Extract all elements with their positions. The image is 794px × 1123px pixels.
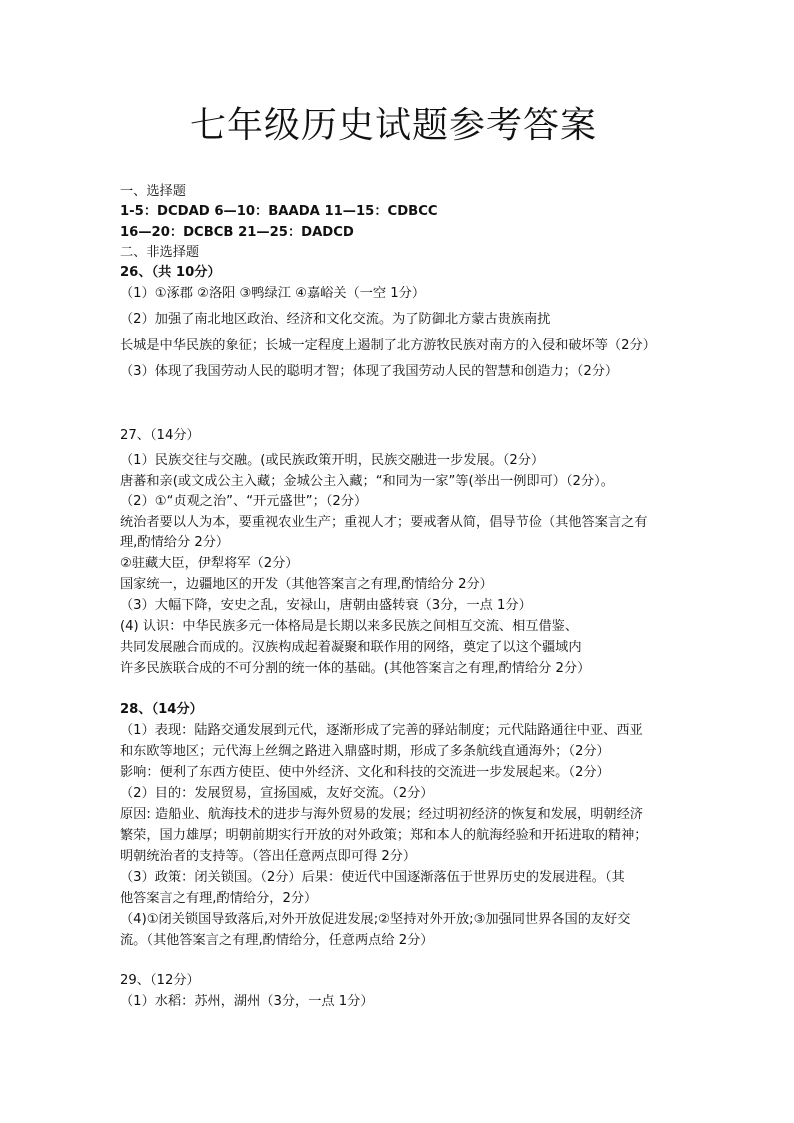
q28-line-4: （2）目的：发展贸易，宣扬国威，友好交流。（2分） (120, 786, 434, 801)
section-heading-choice: 一、选择题 (120, 184, 186, 199)
q27-line-8: （3）大幅下降，安史之乱，安禄山，唐朝由盛转衰（3分，一点 1分） (120, 598, 532, 613)
q28-line-5: 原因: 造船业、航海技术的进步与海外贸易的发展；经过明初经济的恢复和发展，明朝经济 (120, 807, 643, 822)
q28-line-1: （1）表现：陆路交通发展到元代，逐渐形成了完善的驿站制度；元代陆路通往中亚、西亚 (120, 723, 643, 738)
q26-line-4: （3）体现了我国劳动人民的聪明才智；体现了我国劳动人民的智慧和创造力；（2分） (120, 364, 619, 379)
q27-header: 27、（14分） (120, 428, 200, 443)
q27-line-2: 唐蕃和亲(或文成公主入藏；金城公主入藏；“和同为一家”等(举出一例即可）（2分）。 (120, 474, 614, 489)
page-title: 七年级历史试题参考答案 (190, 105, 598, 146)
q26-line-2: （2）加强了南北地区政治、经济和文化交流。为了防御北方蒙古贵族南扰 (120, 312, 551, 327)
q27-line-7: 国家统一，边疆地区的开发（其他答案言之有理,酌情给分 2分） (120, 577, 493, 592)
q26-line-1: （1）①涿郡 ②洛阳 ③鸭绿江 ④嘉峪关（一空 1分） (120, 286, 426, 301)
q26-line-3: 长城是中华民族的象征；长城一定程度上遏制了北方游牧民族对南方的入侵和破坏等（2分） (120, 338, 656, 353)
q29-line-1: （1）水稻：苏州，湖州（3分，一点 1分） (120, 994, 374, 1009)
section-heading-nonchoice: 二、非选择题 (120, 245, 200, 260)
q27-line-4: 统治者要以人为本，要重视农业生产；重视人才；要戒奢从简，倡导节俭（其他答案言之有 (120, 515, 648, 530)
q27-line-3: （2）①“贞观之治”、“开元盛世”；（2分） (120, 494, 368, 509)
q26-header: 26、（共 10分） (120, 265, 221, 280)
q27-line-11: 许多民族联合成的不可分割的统一体的基础。(其他答案言之有理,酌情给分 2分） (120, 661, 591, 676)
choice-answers-row-1: 1-5：DCDAD 6—10：BAADA 11—15：CDBCC (120, 204, 438, 219)
q27-line-6: ②驻藏大臣，伊犁将军（2分） (120, 556, 299, 571)
q28-line-7: 明朝统治者的支持等。（答出任意两点即可得 2分） (120, 849, 417, 864)
q28-line-2: 和东欧等地区；元代海上丝绸之路进入鼎盛时期，形成了多条航线直通海外；（2分） (120, 744, 610, 759)
q28-header: 28、（14分） (120, 702, 203, 717)
q27-line-1: （1）民族交往与交融。(或民族政策开明，民族交融进一步发展。（2分） (120, 453, 545, 468)
q29-header: 29、（12分） (120, 973, 200, 988)
q27-line-9: (4) 认识：中华民族多元一体格局是长期以来多民族之间相互交流、相互借鉴、 (120, 619, 579, 634)
q28-line-6: 繁荣，国力雄厚；明朝前期实行开放的对外政策；郑和本人的航海经验和开拓进取的精神； (120, 828, 648, 843)
q28-line-3: 影响：便利了东西方使臣、使中外经济、文化和科技的交流进一步发展起来。（2分） (120, 765, 610, 780)
q27-line-10: 共同发展融合而成的。汉族构成起着凝聚和联作用的网络，奠定了以这个疆域内 (120, 640, 582, 655)
q28-line-8: （3）政策：闭关锁国。（2分）后果：使近代中国逐渐落伍于世界历史的发展进程。（其 (120, 870, 625, 885)
q28-line-11: 流。（其他答案言之有理,酌情给分，任意两点给 2分） (120, 933, 434, 948)
q27-line-5: 理,酌情给分 2分） (120, 535, 230, 550)
q28-line-9: 他答案言之有理,酌情给分，2分） (120, 891, 318, 906)
choice-answers-row-2: 16—20：DCBCB 21—25：DADCD (120, 225, 354, 240)
q28-line-10: （4)①闭关锁国导致落后,对外开放促进发展;②坚持对外开放;③加强同世界各国的友好交 (120, 912, 631, 927)
